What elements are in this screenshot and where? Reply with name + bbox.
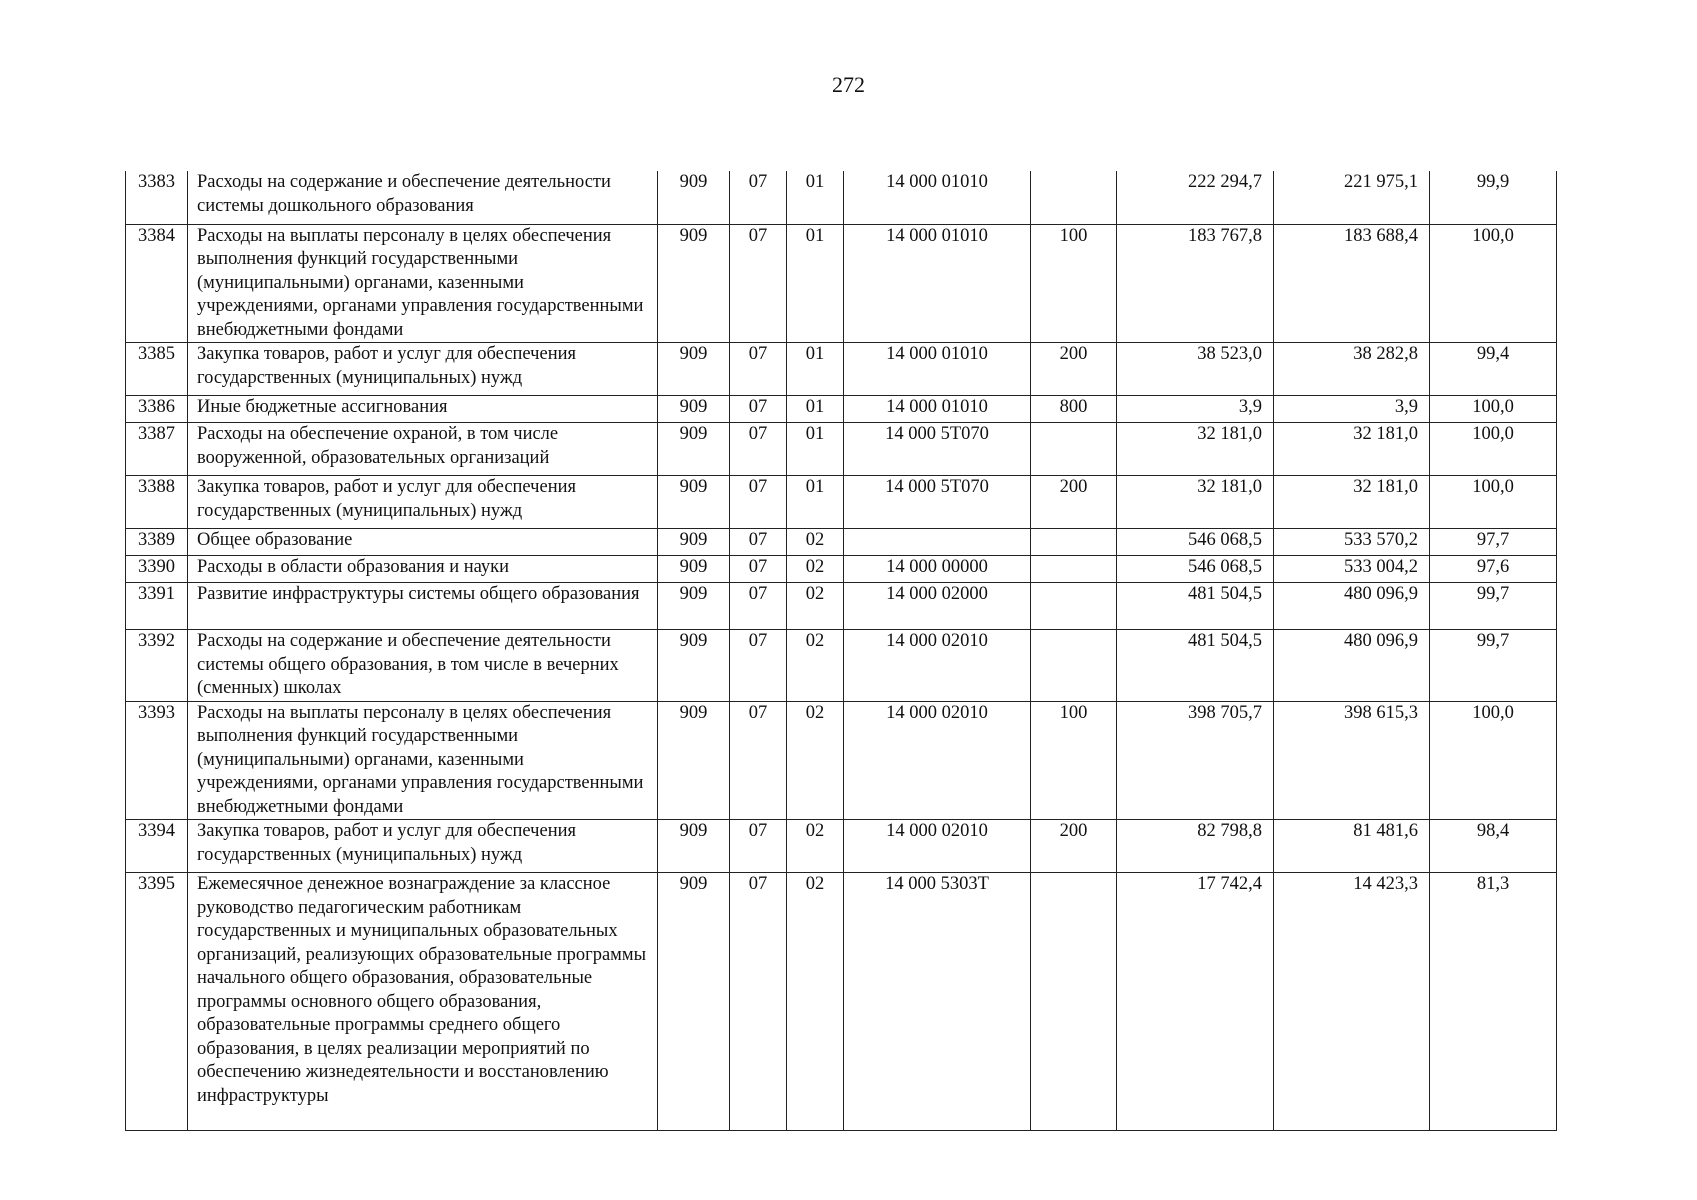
expense-type-code xyxy=(1031,630,1117,702)
row-number: 3393 xyxy=(126,701,188,820)
target-article-code: 14 000 02010 xyxy=(844,820,1031,873)
planned-amount: 183 767,8 xyxy=(1117,224,1274,343)
target-article-code: 14 000 01010 xyxy=(844,396,1031,423)
planned-amount: 398 705,7 xyxy=(1117,701,1274,820)
planned-amount: 546 068,5 xyxy=(1117,529,1274,556)
execution-percent: 99,7 xyxy=(1430,630,1557,702)
execution-percent: 98,4 xyxy=(1430,820,1557,873)
expense-name: Развитие инфраструктуры системы общего образования xyxy=(188,583,658,630)
actual-amount: 533 004,2 xyxy=(1274,556,1430,583)
row-number: 3392 xyxy=(126,630,188,702)
subsection-code: 02 xyxy=(787,529,844,556)
subsection-code: 02 xyxy=(787,873,844,1131)
table-row xyxy=(126,820,1557,873)
planned-amount: 546 068,5 xyxy=(1117,556,1274,583)
table-row xyxy=(126,224,1557,343)
ministry-code: 909 xyxy=(658,396,730,423)
expense-name: Закупка товаров, работ и услуг для обеспечения государственных (муниципальных) нужд xyxy=(188,343,658,396)
execution-percent: 100,0 xyxy=(1430,224,1557,343)
page-number: 272 xyxy=(832,72,865,97)
expense-type-code: 100 xyxy=(1031,224,1117,343)
actual-amount: 183 688,4 xyxy=(1274,224,1430,343)
section-code: 07 xyxy=(730,873,787,1131)
expense-name: Расходы на содержание и обеспечение деятельности системы дошкольного образования xyxy=(188,171,658,224)
execution-percent: 97,6 xyxy=(1430,556,1557,583)
target-article-code: 14 000 01010 xyxy=(844,171,1031,224)
expense-name: Закупка товаров, работ и услуг для обеспечения государственных (муниципальных) нужд xyxy=(188,820,658,873)
actual-amount: 32 181,0 xyxy=(1274,423,1430,476)
section-code: 07 xyxy=(730,820,787,873)
expense-type-code: 800 xyxy=(1031,396,1117,423)
expense-name: Общее образование xyxy=(188,529,658,556)
subsection-code: 02 xyxy=(787,556,844,583)
expense-type-code xyxy=(1031,873,1117,1131)
subsection-code: 02 xyxy=(787,820,844,873)
table-row xyxy=(126,701,1557,820)
expense-type-code: 200 xyxy=(1031,476,1117,529)
row-number: 3391 xyxy=(126,583,188,630)
expense-type-code xyxy=(1031,556,1117,583)
row-number: 3395 xyxy=(126,873,188,1131)
section-code: 07 xyxy=(730,701,787,820)
actual-amount: 81 481,6 xyxy=(1274,820,1430,873)
target-article-code: 14 000 5Т070 xyxy=(844,476,1031,529)
ministry-code: 909 xyxy=(658,224,730,343)
section-code: 07 xyxy=(730,423,787,476)
table-row xyxy=(126,630,1557,702)
ministry-code: 909 xyxy=(658,476,730,529)
target-article-code xyxy=(844,529,1031,556)
row-number: 3387 xyxy=(126,423,188,476)
subsection-code: 02 xyxy=(787,583,844,630)
expense-type-code xyxy=(1031,529,1117,556)
planned-amount: 38 523,0 xyxy=(1117,343,1274,396)
target-article-code: 14 000 00000 xyxy=(844,556,1031,583)
row-number: 3389 xyxy=(126,529,188,556)
expense-type-code: 100 xyxy=(1031,701,1117,820)
planned-amount: 32 181,0 xyxy=(1117,476,1274,529)
subsection-code: 01 xyxy=(787,171,844,224)
section-code: 07 xyxy=(730,529,787,556)
execution-percent: 100,0 xyxy=(1430,476,1557,529)
planned-amount: 17 742,4 xyxy=(1117,873,1274,1131)
table-row xyxy=(126,873,1557,1131)
subsection-code: 01 xyxy=(787,396,844,423)
expense-name: Иные бюджетные ассигнования xyxy=(188,396,658,423)
row-number: 3384 xyxy=(126,224,188,343)
section-code: 07 xyxy=(730,343,787,396)
row-number: 3388 xyxy=(126,476,188,529)
expense-name: Расходы в области образования и науки xyxy=(188,556,658,583)
ministry-code: 909 xyxy=(658,873,730,1131)
actual-amount: 533 570,2 xyxy=(1274,529,1430,556)
execution-percent: 100,0 xyxy=(1430,701,1557,820)
ministry-code: 909 xyxy=(658,529,730,556)
subsection-code: 02 xyxy=(787,701,844,820)
expense-type-code xyxy=(1031,423,1117,476)
expense-name: Ежемесячное денежное вознаграждение за классное руководство педагогическим работникам государственных и муниципальных образовательных организаций, реализующих образовательные программы начального общего образования, образовательные программы основного общего образования, образовательные программы среднего общего образования, в целях реализации мероприятий по обеспечению жизнедеятельности и восстановлению инфраструктуры xyxy=(188,873,658,1131)
table-row xyxy=(126,476,1557,529)
subsection-code: 01 xyxy=(787,423,844,476)
expense-type-code: 200 xyxy=(1031,343,1117,396)
expense-name: Расходы на обеспечение охраной, в том числе вооруженной, образовательных организаций xyxy=(188,423,658,476)
budget-table xyxy=(125,171,1557,1131)
expense-type-code xyxy=(1031,583,1117,630)
actual-amount: 38 282,8 xyxy=(1274,343,1430,396)
ministry-code: 909 xyxy=(658,556,730,583)
ministry-code: 909 xyxy=(658,171,730,224)
execution-percent: 100,0 xyxy=(1430,396,1557,423)
section-code: 07 xyxy=(730,630,787,702)
expense-type-code xyxy=(1031,171,1117,224)
planned-amount: 3,9 xyxy=(1117,396,1274,423)
table-row xyxy=(126,396,1557,423)
target-article-code: 14 000 02010 xyxy=(844,630,1031,702)
target-article-code: 14 000 5303Т xyxy=(844,873,1031,1131)
section-code: 07 xyxy=(730,224,787,343)
execution-percent: 81,3 xyxy=(1430,873,1557,1131)
target-article-code: 14 000 5Т070 xyxy=(844,423,1031,476)
section-code: 07 xyxy=(730,171,787,224)
row-number: 3383 xyxy=(126,171,188,224)
subsection-code: 01 xyxy=(787,224,844,343)
execution-percent: 97,7 xyxy=(1430,529,1557,556)
actual-amount: 480 096,9 xyxy=(1274,583,1430,630)
target-article-code: 14 000 01010 xyxy=(844,343,1031,396)
ministry-code: 909 xyxy=(658,820,730,873)
table-row xyxy=(126,583,1557,630)
execution-percent: 99,4 xyxy=(1430,343,1557,396)
target-article-code: 14 000 01010 xyxy=(844,224,1031,343)
planned-amount: 222 294,7 xyxy=(1117,171,1274,224)
subsection-code: 01 xyxy=(787,476,844,529)
table-row xyxy=(126,556,1557,583)
row-number: 3394 xyxy=(126,820,188,873)
actual-amount: 32 181,0 xyxy=(1274,476,1430,529)
expense-name: Закупка товаров, работ и услуг для обеспечения государственных (муниципальных) нужд xyxy=(188,476,658,529)
actual-amount: 480 096,9 xyxy=(1274,630,1430,702)
ministry-code: 909 xyxy=(658,583,730,630)
execution-percent: 99,7 xyxy=(1430,583,1557,630)
planned-amount: 32 181,0 xyxy=(1117,423,1274,476)
execution-percent: 99,9 xyxy=(1430,171,1557,224)
row-number: 3386 xyxy=(126,396,188,423)
table-row xyxy=(126,529,1557,556)
section-code: 07 xyxy=(730,556,787,583)
row-number: 3390 xyxy=(126,556,188,583)
target-article-code: 14 000 02000 xyxy=(844,583,1031,630)
actual-amount: 14 423,3 xyxy=(1274,873,1430,1131)
section-code: 07 xyxy=(730,583,787,630)
ministry-code: 909 xyxy=(658,701,730,820)
planned-amount: 481 504,5 xyxy=(1117,630,1274,702)
ministry-code: 909 xyxy=(658,343,730,396)
table-row xyxy=(126,423,1557,476)
actual-amount: 398 615,3 xyxy=(1274,701,1430,820)
subsection-code: 01 xyxy=(787,343,844,396)
actual-amount: 3,9 xyxy=(1274,396,1430,423)
ministry-code: 909 xyxy=(658,630,730,702)
expense-name: Расходы на выплаты персоналу в целях обеспечения выполнения функций государственными (муниципальными) органами, казенными учреждениями, органами управления государственными внебюджетными фондами xyxy=(188,701,658,820)
table-row xyxy=(126,171,1557,224)
expense-name: Расходы на выплаты персоналу в целях обеспечения выполнения функций государственными (муниципальными) органами, казенными учреждениями, органами управления государственными внебюджетными фондами xyxy=(188,224,658,343)
table-row xyxy=(126,343,1557,396)
subsection-code: 02 xyxy=(787,630,844,702)
section-code: 07 xyxy=(730,396,787,423)
actual-amount: 221 975,1 xyxy=(1274,171,1430,224)
expense-name: Расходы на содержание и обеспечение деятельности системы общего образования, в том числе в вечерних (сменных) школах xyxy=(188,630,658,702)
section-code: 07 xyxy=(730,476,787,529)
execution-percent: 100,0 xyxy=(1430,423,1557,476)
planned-amount: 481 504,5 xyxy=(1117,583,1274,630)
budget-table-body xyxy=(126,171,1557,1131)
ministry-code: 909 xyxy=(658,423,730,476)
expense-type-code: 200 xyxy=(1031,820,1117,873)
row-number: 3385 xyxy=(126,343,188,396)
target-article-code: 14 000 02010 xyxy=(844,701,1031,820)
planned-amount: 82 798,8 xyxy=(1117,820,1274,873)
